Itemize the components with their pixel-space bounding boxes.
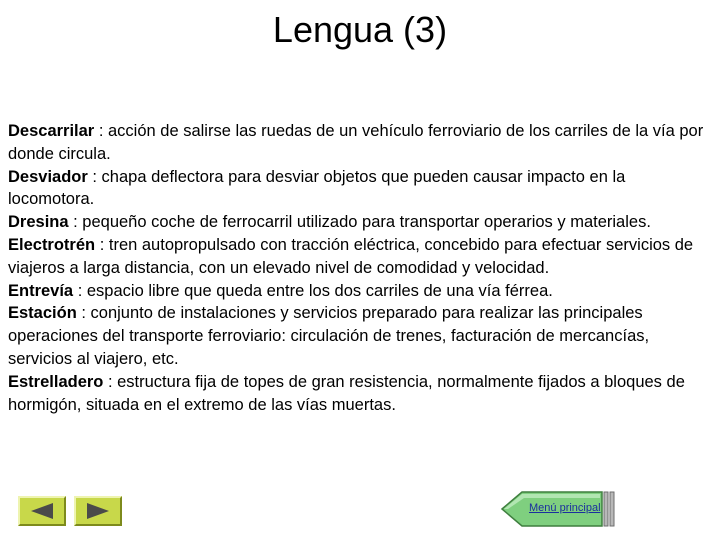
glossary-definition: : tren autopropulsado con tracción eléctrica, concebido para efectuar servicios de viajeros a larga distancia, con un elevado nivel de comodidad y velocidad.	[8, 235, 694, 277]
glossary-term: Entrevía	[8, 281, 74, 300]
glossary-term: Dresina	[8, 213, 69, 232]
glossary-definition: : conjunto de instalaciones y servicios preparado para realizar las principales operaciones del transporte ferroviario: circulación de trenes, facturación de mercancías, servicios al viajero, etc.	[8, 304, 650, 368]
glossary-list	[8, 120, 714, 416]
glossary-term: Estación	[8, 304, 77, 323]
glossary-entry	[8, 211, 714, 234]
glossary-definition: : chapa deflectora para desviar objetos que pueden causar impacto en la locomotora.	[8, 167, 626, 209]
glossary-definition: : espacio libre que queda entre los dos carriles de una vía férrea.	[73, 281, 553, 300]
glossary-term: Estrelladero	[8, 372, 104, 391]
main-menu-label[interactable]: Menú principal	[529, 502, 601, 514]
glossary-entry	[8, 234, 714, 280]
glossary-term: Desviador	[8, 167, 88, 186]
glossary-term: Descarrilar	[8, 122, 95, 140]
triangle-right-icon	[85, 502, 111, 520]
main-menu-button[interactable]	[500, 490, 618, 528]
glossary-entry	[8, 280, 714, 303]
next-slide-button[interactable]	[74, 496, 122, 526]
glossary-term: Electrotrén	[8, 235, 96, 254]
glossary-definition: : estructura fija de topes de gran resistencia, normalmente fijados a bloques de hormigón, situada en el extremo de las vías muertas.	[8, 372, 685, 414]
glossary-entry	[8, 302, 714, 370]
previous-slide-button[interactable]	[18, 496, 66, 526]
glossary-entry	[8, 120, 714, 166]
glossary-entry	[8, 371, 714, 417]
triangle-left-icon	[29, 502, 55, 520]
glossary-entry	[8, 166, 714, 212]
glossary-definition: : acción de salirse las ruedas de un vehículo ferroviario de los carriles de la vía por donde circula.	[8, 122, 704, 163]
page-title: Lengua (3)	[272, 9, 448, 50]
glossary-definition: : pequeño coche de ferrocarril utilizado para transportar operarios y materiales.	[68, 213, 651, 232]
